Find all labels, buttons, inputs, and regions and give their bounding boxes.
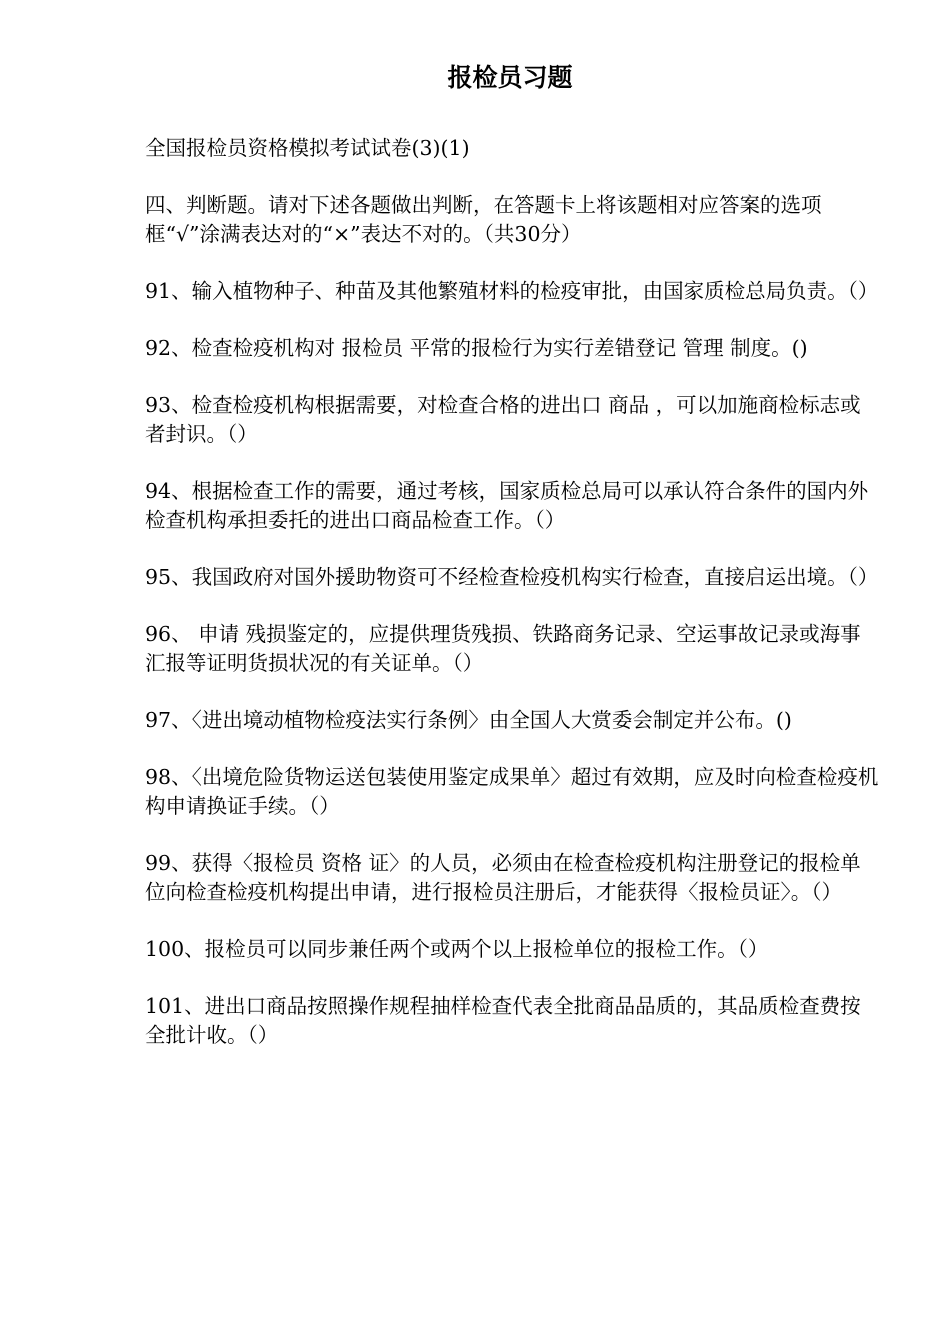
question-92: 92、检查检疫机构对 报检员 平常的报检行为实行差错登记 管理 制度。() bbox=[145, 336, 808, 360]
question-101: 101、进出口商品按照操作规程抽样检查代表全批商品品质的，其品质检查费按全批计收。（） bbox=[145, 994, 861, 1047]
question-97: 97、〈进出境动植物检疫法实行条例〉由全国人大赏委会制定并公布。() bbox=[145, 708, 792, 732]
question-99: 99、获得〈报检员 资格 证〉的人员，必须由在检查检疫机构注册登记的报检单位向检查检疫机构提出申请，进行报检员注册后，才能获得〈报检员证〉。（） bbox=[145, 851, 861, 904]
exam-subtitle: 全国报检员资格模拟考试试卷(3)(1) bbox=[145, 136, 470, 160]
document-body bbox=[145, 134, 880, 1078]
question-93: 93、检查检疫机构根据需要，对检查合格的进出口 商品 ，可以加施商检标志或者封识。（） bbox=[145, 393, 861, 446]
question-96: 96、 申请 残损鉴定的，应提供理货残损、铁路商务记录、空运事故记录或海事汇报等证明货损状况的有关证单。（） bbox=[145, 622, 861, 675]
question-94: 94、根据检查工作的需要，通过考核，国家质检总局可以承认符合条件的国内外检查机构承担委托的进出口商品检查工作。（） bbox=[145, 479, 869, 532]
section-heading: 四、判断题。请对下述各题做出判断，在答题卡上将该题相对应答案的选项框“√”涂满表达对的“×”表达不对的。（共30分） bbox=[145, 193, 822, 246]
document-title: 报检员习题 bbox=[447, 63, 573, 92]
question-91: 91、输入植物种子、种苗及其他繁殖材料的检疫审批，由国家质检总局负责。（） bbox=[145, 279, 879, 303]
question-95: 95、我国政府对国外援助物资可不经检查检疫机构实行检查，直接启运出境。（） bbox=[145, 565, 879, 589]
question-100: 100、报检员可以同步兼任两个或两个以上报检单位的报检工作。（） bbox=[145, 937, 769, 961]
question-98: 98、〈出境危险货物运送包装使用鉴定成果单〉超过有效期，应及时向检查检疫机构申请换证手续。（） bbox=[145, 765, 879, 818]
